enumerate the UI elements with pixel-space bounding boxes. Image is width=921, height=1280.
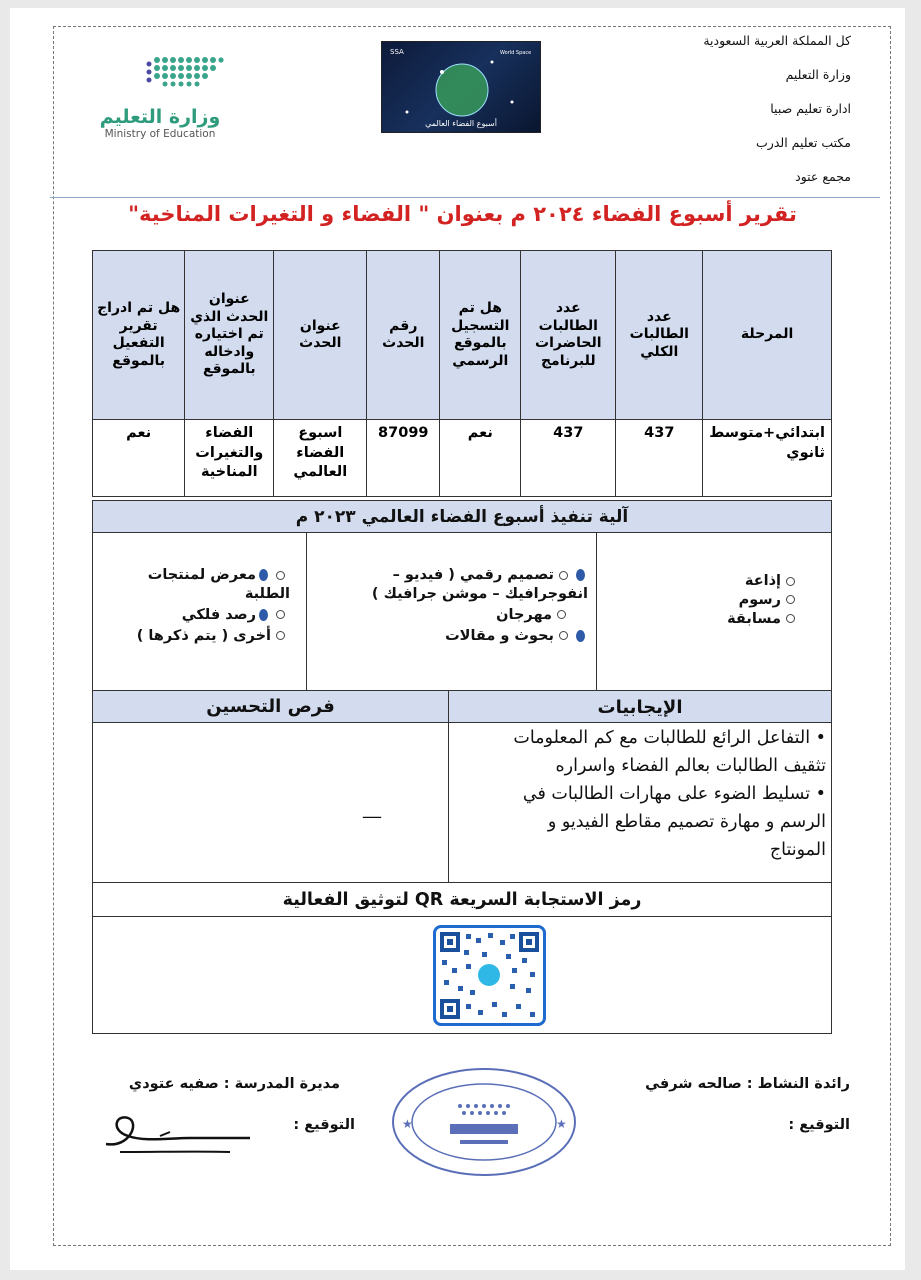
option-digital-design[interactable]: تصميم رقمي ( فيديو – انفوجرافيك – موشن جرافيك ) (371, 567, 588, 602)
header-line: كل المملكة العربية السعودية (703, 33, 851, 48)
positives-list (450, 724, 826, 864)
svg-text:★: ★ (402, 1117, 413, 1131)
option-astronomy[interactable]: رصد فلكي (100, 606, 290, 625)
activity-leader: رائدة النشاط : صالحه شرفي (645, 1076, 850, 1092)
options-col-2 (318, 566, 588, 645)
col-header-total: عدد الطالبات الكلي (616, 251, 703, 420)
positive-item: المونتاج (769, 840, 826, 860)
qr-pattern (436, 928, 543, 1023)
cell-attendees: 437 (521, 420, 616, 497)
report-title: تقرير أسبوع الفضاء ٢٠٢٤ م بعنوان " الفضاء و التغيرات المناخية" (128, 202, 797, 226)
header-text (651, 26, 851, 196)
option-research[interactable]: بحوث و مقالات (318, 627, 588, 646)
table-header-row (93, 251, 832, 420)
header-line: وزارة التعليم (785, 67, 851, 82)
logo-arabic: وزارة التعليم (99, 106, 221, 128)
svg-text:World Space: World Space (500, 50, 532, 56)
cell-report-added: نعم (93, 420, 185, 497)
option-exhibition[interactable]: معرض لمنتجات الطلبة (147, 567, 290, 602)
ministry-dots-icon (95, 52, 225, 102)
radio-icon[interactable] (559, 631, 568, 640)
cell-total: 437 (616, 420, 703, 497)
qr-code-icon[interactable] (433, 925, 546, 1026)
school-stamp (390, 1066, 578, 1178)
option-broadcast[interactable]: إذاعة (700, 572, 800, 591)
header-divider (50, 197, 880, 198)
header-line: مكتب تعليم الدرب (756, 135, 851, 150)
signature-label-left: التوقيع : (293, 1117, 355, 1133)
col-header-report-added: هل تم ادراج تقرير التفعيل بالموقع (93, 251, 185, 420)
signature-image (100, 1108, 270, 1158)
space-week-poster (381, 41, 541, 133)
radio-icon[interactable] (276, 571, 285, 580)
radio-icon[interactable] (786, 614, 795, 623)
positive-item: الرسم و مهارة تصميم مقاطع الفيديو و (547, 812, 826, 832)
cell-event-number: 87099 (367, 420, 440, 497)
svg-text:★: ★ (556, 1117, 567, 1131)
option-festival[interactable]: مهرجان (318, 606, 588, 625)
options-col-1 (700, 572, 800, 629)
selected-dot-icon (259, 569, 268, 581)
stamp-icon (390, 1066, 578, 1178)
radio-icon[interactable] (559, 571, 568, 580)
radio-icon[interactable] (276, 610, 285, 619)
selected-dot-icon (576, 630, 585, 642)
col-header-chosen-title: عنوان الحدث الذي تم اختياره وادخاله بالموقع (185, 251, 274, 420)
option-competition[interactable]: مسابقة (700, 610, 800, 629)
improvement-header: فرص التحسين (92, 690, 449, 723)
improvement-cell (92, 722, 449, 883)
positive-item: • التفاعل الرائع للطالبات مع كم المعلومات (513, 728, 826, 748)
signature-label-right: التوقيع : (788, 1117, 850, 1133)
qr-title: رمز الاستجابة السريعة QR لتوثيق الفعالية (92, 882, 832, 917)
mechanism-title: آلية تنفيذ أسبوع الفضاء العالمي ٢٠٢٣ م (92, 500, 832, 533)
radio-icon[interactable] (786, 577, 795, 586)
options-col-3 (100, 566, 290, 645)
cell-registered: نعم (440, 420, 521, 497)
ministry-logo (95, 52, 225, 144)
svg-text:SSA: SSA (390, 48, 404, 56)
cell-chosen-title: الفضاء والتغيرات المناخية (185, 420, 274, 497)
selected-dot-icon (576, 569, 585, 581)
col-header-attendees: عدد الطالبات الحاضرات للبرنامج (521, 251, 616, 420)
option-drawings[interactable]: رسوم (700, 591, 800, 610)
option-other[interactable]: أخرى ( يتم ذكرها ) (100, 627, 290, 646)
improvement-text: __ (363, 798, 381, 819)
col-header-event-title: عنوان الحدث (274, 251, 367, 420)
col-header-event-number: رقم الحدث (367, 251, 440, 420)
header-line: ادارة تعليم صبيا (770, 101, 851, 116)
table-row (93, 420, 832, 497)
col-header-registered: هل تم التسجيل بالموقع الرسمي (440, 251, 521, 420)
positive-item: • تسليط الضوء على مهارات الطالبات في (522, 784, 826, 804)
cell-event-title: اسبوع الفضاء العالمي (274, 420, 367, 497)
positives-header: الإيجابيات (448, 690, 832, 723)
logo-english: Ministry of Education (104, 128, 216, 140)
event-table (92, 250, 832, 497)
selected-dot-icon (259, 609, 268, 621)
principal-name: مديرة المدرسة : صفيه عتودي (128, 1076, 340, 1092)
poster-caption: أسبوع الفضاء العالمي (425, 119, 497, 128)
positive-item: تثقيف الطالبات بعالم الفضاء واسراره (555, 756, 826, 776)
col-header-stage: المرحلة (703, 251, 832, 420)
cell-stage: ابتدائي+متوسط ثانوي (703, 420, 832, 497)
radio-icon[interactable] (786, 595, 795, 604)
radio-icon[interactable] (276, 631, 285, 640)
header-line: مجمع عتود (795, 169, 851, 184)
radio-icon[interactable] (557, 610, 566, 619)
